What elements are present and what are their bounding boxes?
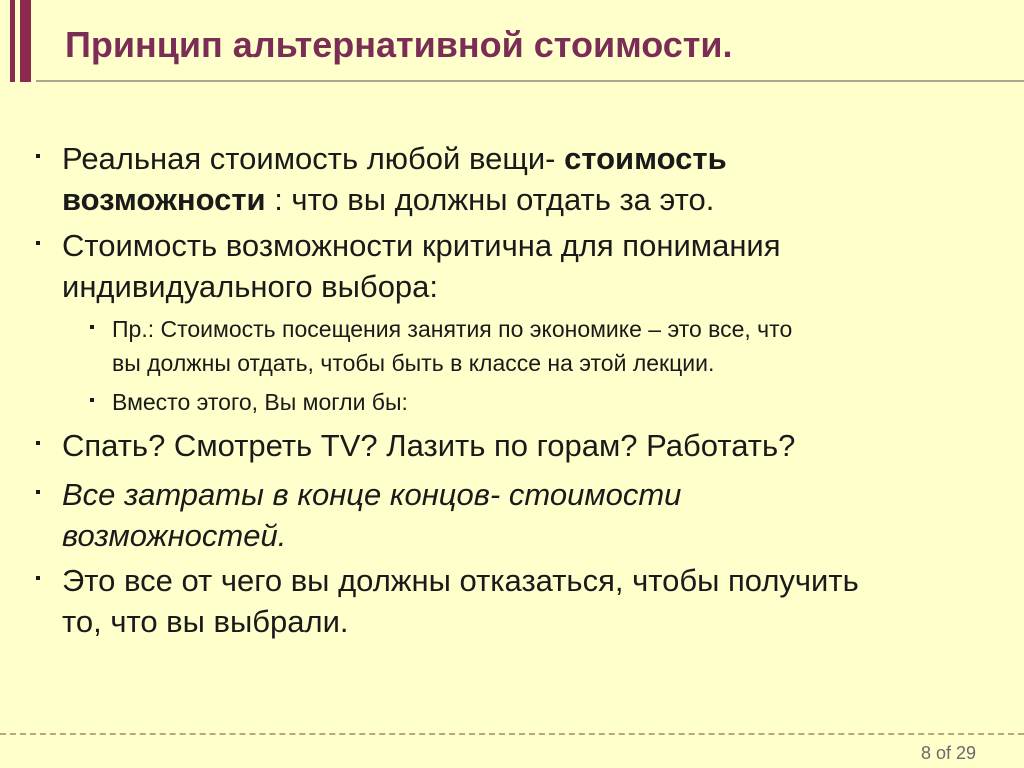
- bullet-marker: [36, 154, 40, 158]
- page-number: 8 of 29: [920, 743, 976, 763]
- bullet-item-5: [62, 560, 962, 642]
- bullet-5-line-1: Это все от чего вы должны отказаться, чтобы получить: [62, 563, 859, 598]
- bullet-3-text: Спать? Смотреть TV? Лазить по горам? Работать?: [62, 428, 796, 463]
- bullet-1-text-2: : что вы должны отдать за это.: [265, 182, 715, 217]
- bullet-4-line-2: возможностей.: [62, 518, 287, 553]
- sub-bullet-1-line-2: вы должны отдать, чтобы быть в классе на этой лекции.: [112, 350, 715, 376]
- bullet-marker: [36, 490, 40, 494]
- bullet-item-1: [62, 138, 962, 220]
- accent-bar-left: [10, 0, 15, 82]
- bullet-1-text: Реальная стоимость любой вещи-: [62, 141, 565, 176]
- bullet-1-bold-term-2: возможности: [62, 182, 266, 217]
- slide-title: Принцип альтернативной стоимости.: [65, 24, 733, 65]
- bullet-item-4: [62, 474, 962, 556]
- footer-divider: [0, 733, 1024, 735]
- accent-bar-right: [20, 0, 31, 82]
- bullet-item-3: [62, 425, 962, 466]
- bullet-marker: [36, 241, 40, 245]
- bullet-1-bold-term: стоимость: [564, 141, 727, 176]
- bullet-2-line-1: Стоимость возможности критична для понимания: [62, 228, 781, 263]
- sub-bullet-item-1: [112, 312, 992, 380]
- bullet-item-2: [62, 225, 962, 307]
- sub-bullet-marker: [90, 325, 94, 329]
- bullet-marker: [36, 576, 40, 580]
- bullet-4-line-1: Все затраты в конце концов- стоимости: [62, 477, 682, 512]
- sub-bullet-2-text: Вместо этого, Вы могли бы:: [112, 389, 408, 415]
- bullet-marker: [36, 441, 40, 445]
- bullet-5-line-2: то, что вы выбрали.: [62, 604, 349, 639]
- sub-bullet-1-line-1: Пр.: Стоимость посещения занятия по экономике – это все, что: [112, 316, 793, 342]
- sub-bullet-item-2: [112, 385, 992, 419]
- bullet-2-line-2: индивидуального выбора:: [62, 269, 439, 304]
- title-divider: [36, 80, 1024, 82]
- sub-bullet-marker: [90, 398, 94, 402]
